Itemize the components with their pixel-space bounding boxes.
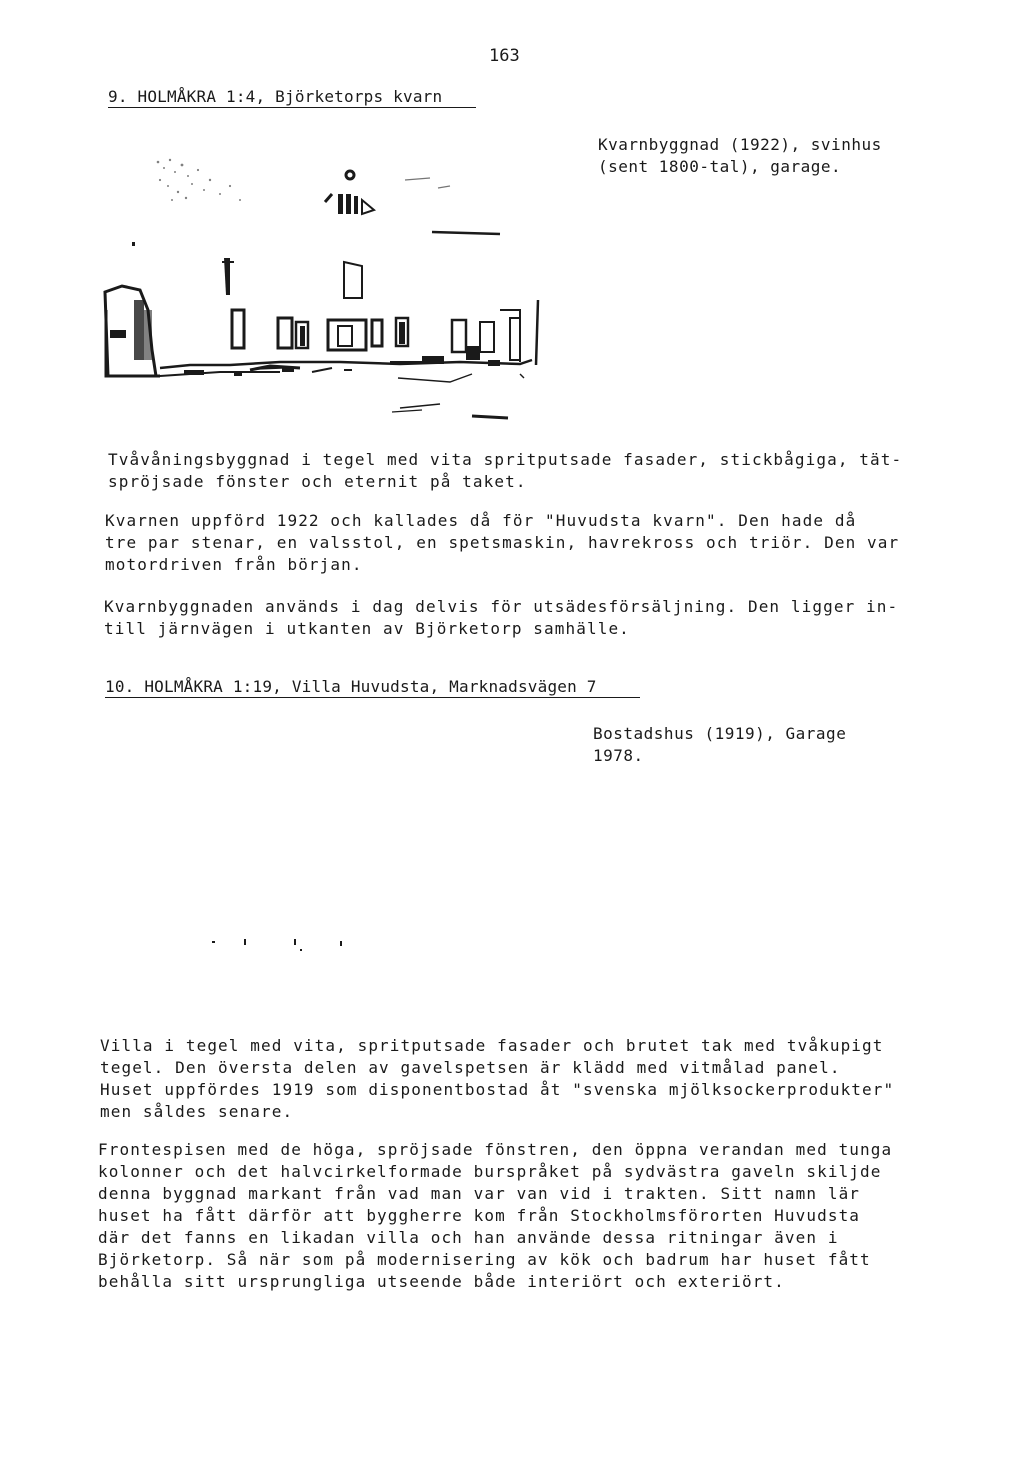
text-line: men såldes senare.	[100, 1102, 294, 1121]
text-line: huset ha fått därför att byggherre kom från Stockholmsförorten Huvudsta	[98, 1206, 861, 1225]
text-line: Tvåvåningsbyggnad i tegel med vita spritputsade fasader, stickbågiga, tät-	[108, 450, 903, 469]
text-line: tegel. Den översta delen av gavelspetsen är klädd med vitmålad panel.	[100, 1058, 841, 1077]
section-9-heading: 9. HOLMÅKRA 1:4, Björketorps kvarn	[108, 87, 443, 106]
text-line: spröjsade fönster och eternit på taket.	[108, 472, 527, 491]
text-line: Frontespisen med de höga, spröjsade fönstren, den öppna verandan med tunga	[98, 1140, 893, 1159]
text-line: till järnvägen i utkanten av Björketorp samhälle.	[104, 619, 630, 638]
page-number: 163	[489, 46, 520, 66]
section-9-paragraph-3	[104, 596, 898, 640]
section-9-heading-underline	[108, 107, 476, 108]
photo-residue	[200, 935, 380, 955]
text-line: Villa i tegel med vita, spritputsade fasader och brutet tak med tvåkupigt	[100, 1036, 884, 1055]
text-line: Kvarnen uppförd 1922 och kallades då för "Huvudsta kvarn". Den hade då	[105, 511, 857, 530]
text-line: Huset uppfördes 1919 som disponentbostad åt "svenska mjölksockerprodukter"	[100, 1080, 895, 1099]
section-10-heading: 10. HOLMÅKRA 1:19, Villa Huvudsta, Marknadsvägen 7	[105, 677, 597, 696]
text-line: motordriven från början.	[105, 555, 363, 574]
section-9-paragraph-2	[105, 510, 899, 576]
section-10-paragraph-1	[100, 1035, 894, 1123]
text-line: denna byggnad markant från vad man var van vid i trakten. Sitt namn lär	[98, 1184, 861, 1203]
text-line: behålla sitt ursprungliga utseende både interiört och exteriört.	[98, 1272, 785, 1291]
text-line: tre par stenar, en valsstol, en spetsmaskin, havrekross och triör. Den var	[105, 533, 900, 552]
text-line: Björketorp. Så när som på modernisering av kök och badrum har huset fått	[98, 1250, 871, 1269]
section-9-paragraph-1	[108, 449, 902, 493]
text-line: kolonner och det halvcirkelformade burspråket på sydvästra gaveln skiljde	[98, 1162, 882, 1181]
text-line: Kvarnbyggnaden används i dag delvis för utsädesförsäljning. Den ligger in-	[104, 597, 899, 616]
section-10-heading-underline	[105, 697, 640, 698]
section-10-caption: Bostadshus (1919), Garage 1978.	[593, 724, 847, 765]
section-10-paragraph-2	[98, 1139, 892, 1293]
text-line: där det fanns en likadan villa och han använde dessa ritningar även i	[98, 1228, 839, 1247]
mill-building-photo	[100, 150, 560, 430]
section-9-caption: Kvarnbyggnad (1922), svinhus (sent 1800-tal), garage.	[598, 135, 882, 176]
